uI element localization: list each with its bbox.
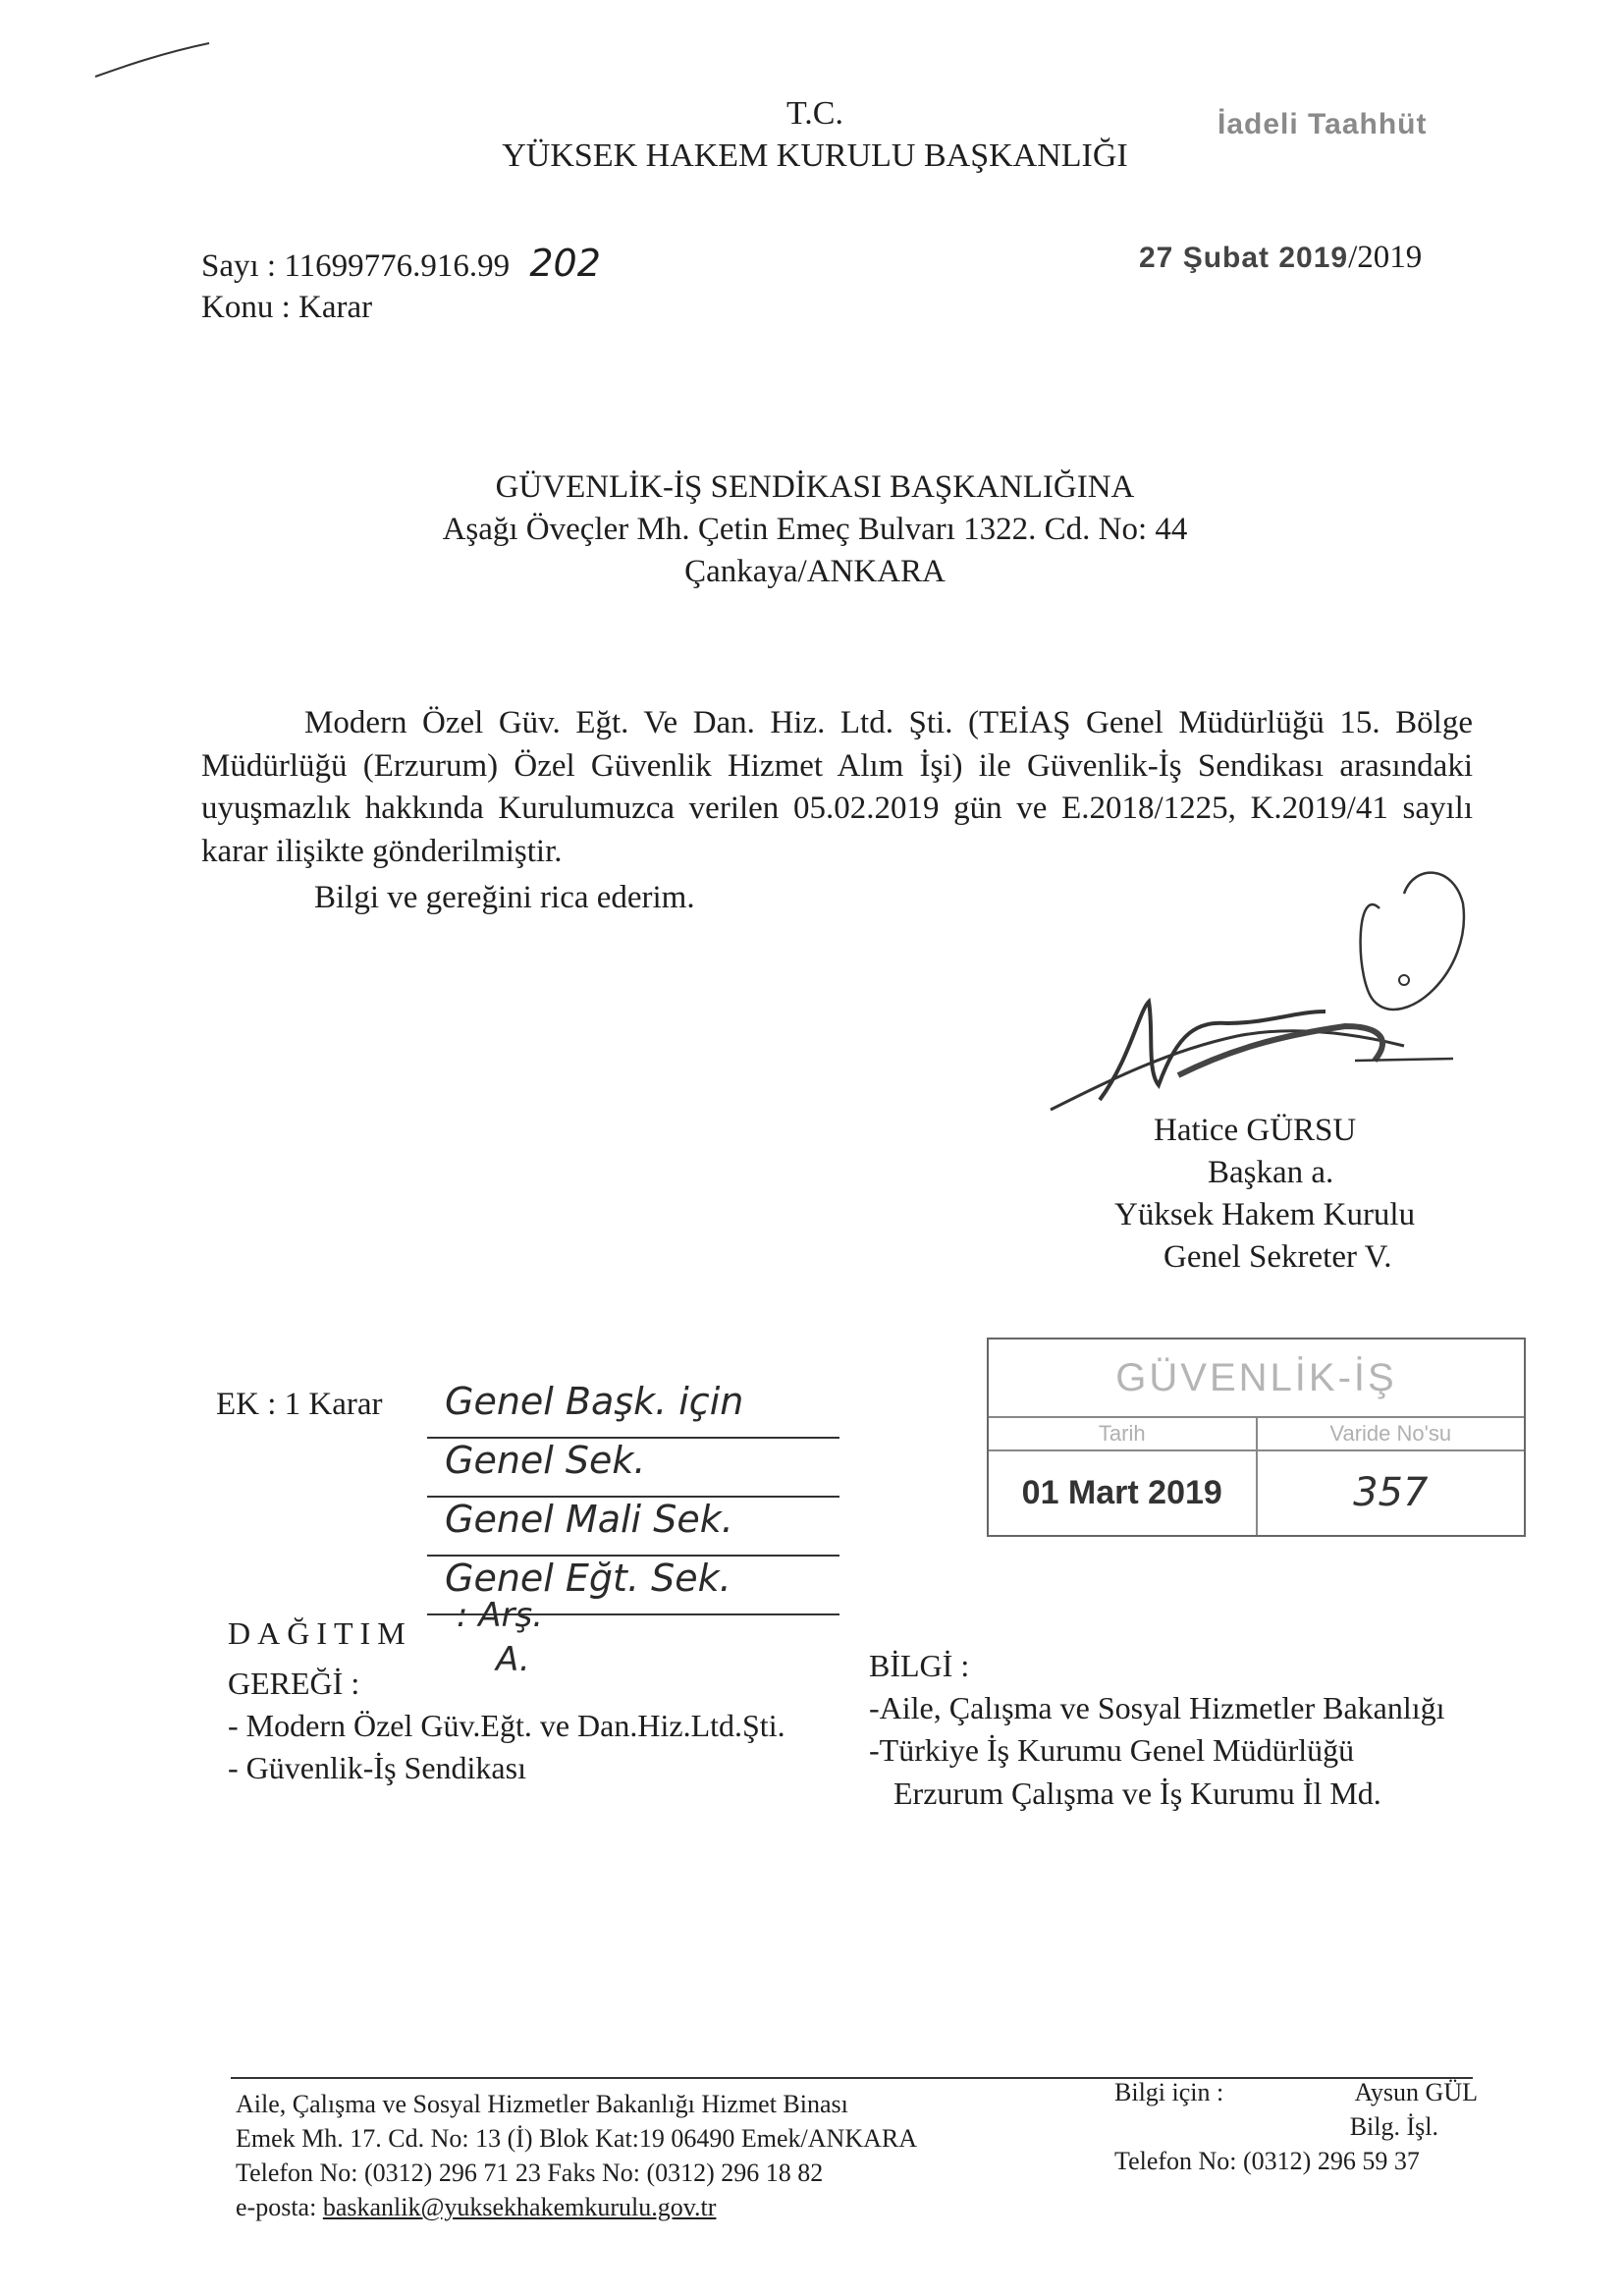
footer-address1: Aile, Çalışma ve Sosyal Hizmetler Bakanlığı Hizmet Binası (236, 2090, 848, 2118)
recipient-name: GÜVENLİK-İŞ SENDİKASI BAŞKANLIĞINA (495, 469, 1135, 505)
footer-info-row (1114, 2075, 1478, 2109)
geregi-block (228, 1655, 785, 1790)
attachment-handwritten-notes (427, 1380, 839, 1615)
stamp-title: GÜVENLİK-İŞ (989, 1339, 1524, 1418)
konu-line (201, 288, 601, 328)
signer-name: Hatice GÜRSU (1154, 1113, 1357, 1148)
handwritten-signature (1031, 864, 1483, 1129)
footer-info-title: Bilg. İşl. (1349, 2112, 1438, 2142)
stamp-number-column (1256, 1418, 1525, 1535)
bilgi-block (869, 1645, 1445, 1815)
distribution-handwritten-initial: A. (496, 1640, 530, 1679)
body-paragraph: Modern Özel Güv. Eğt. Ve Dan. Hiz. Ltd. Şti. (TEİAŞ Genel Müdürlüğü 15. Bölge Müdürlüğü (Erzurum) Özel Güvenlik Hizmet Alım İşi) ile Güvenlik-İş Sendikası arasındaki uyuşmazlık hakkında Kurulumuzca verilen 05.02.2019 gün ve E.2018/1225, K.2019/41 sayılı karar ilişikte gönderilmiştir. (201, 705, 1473, 869)
footer-phone-fax: Telefon No: (0312) 296 71 23 Faks No: (0312) 296 18 82 (236, 2159, 824, 2188)
recipient-address-line2: Çankaya/ANKARA (684, 553, 946, 589)
signer-block (1114, 1110, 1415, 1279)
stamp-date-value: 01 Mart 2019 (1021, 1474, 1222, 1511)
sayi-handwritten-number: 202 (529, 242, 601, 285)
footer-info-label: Bilgi için : (1114, 2078, 1224, 2106)
stamp-date-header: Tarih (989, 1418, 1256, 1451)
recipient-block (373, 466, 1257, 593)
reference-block (201, 241, 601, 328)
distribution-handwritten-note: : Arş. (457, 1596, 544, 1635)
signer-title3: Genel Sekreter V. (1163, 1238, 1392, 1275)
bilgi-label: BİLGİ : (869, 1648, 970, 1683)
geregi-label: GEREĞİ : (228, 1666, 360, 1701)
attachment-label: EK : 1 Karar (216, 1387, 383, 1422)
registered-mail-stamp: İadeli Taahhüt (1217, 108, 1428, 140)
bilgi-item: -Türkiye İş Kurumu Genel Müdürlüğü (869, 1732, 1355, 1769)
document-date (1139, 240, 1422, 276)
institution-heading: YÜKSEK HAKEM KURULU BAŞKANLIĞI (502, 137, 1128, 174)
konu-value: : Karar (281, 289, 373, 325)
stamp-number-header: Varide No'su (1258, 1418, 1525, 1451)
footer-info-phone: Telefon No: (0312) 296 59 37 (1114, 2147, 1420, 2176)
closing-line: Bilgi ve gereğini rica ederim. (314, 880, 695, 916)
footer-email-link[interactable]: baskanlik@yuksekhakemkurulu.gov.tr (322, 2193, 717, 2222)
bilgi-item: Erzurum Çalışma ve İş Kurumu İl Md. (893, 1775, 1381, 1811)
konu-label: Konu (201, 289, 274, 325)
handwritten-note: Genel Sek. (427, 1439, 839, 1498)
recipient-address-line1: Aşağı Öveçler Mh. Çetin Emeç Bulvarı 1322. Cd. No: 44 (442, 511, 1188, 547)
pen-stroke-mark (93, 39, 211, 83)
date-suffix: /2019 (1348, 240, 1423, 275)
handwritten-note: Genel Eğt. Sek. (427, 1557, 839, 1615)
geregi-item: - Modern Özel Güv.Eğt. ve Dan.Hiz.Ltd.Şti. (228, 1708, 785, 1744)
handwritten-note: Genel Başk. için (427, 1380, 839, 1439)
receipt-stamp (987, 1338, 1526, 1537)
letterhead (471, 93, 1159, 177)
country-heading: T.C. (786, 95, 843, 132)
stamp-date-column (989, 1418, 1256, 1535)
footer-info-contact (1114, 2075, 1478, 2178)
stamp-number-value: 357 (1353, 1470, 1429, 1515)
sayi-value: : 11699776.916.99 (266, 248, 511, 284)
footer-email-line (236, 2190, 917, 2224)
bilgi-item: -Aile, Çalışma ve Sosyal Hizmetler Bakanlığı (869, 1690, 1445, 1726)
footer-info-name: Aysun GÜL (1354, 2078, 1478, 2106)
footer-email-label: e-posta: (236, 2193, 317, 2222)
sayi-label: Sayı (201, 248, 259, 284)
signer-title1: Başkan a. (1208, 1154, 1334, 1190)
handwritten-note: Genel Mali Sek. (427, 1498, 839, 1557)
footer-contact (236, 2087, 917, 2224)
stamp-number-cell (1258, 1451, 1525, 1535)
stamp-grid (989, 1418, 1524, 1535)
sayi-line (201, 241, 601, 288)
signer-title2: Yüksek Hakem Kurulu (1114, 1196, 1416, 1232)
date-stamp: 27 Şubat 2019 (1139, 242, 1349, 274)
distribution-label: DAĞITIM (228, 1615, 412, 1651)
geregi-item: - Güvenlik-İş Sendikası (228, 1750, 526, 1786)
footer-address2: Emek Mh. 17. Cd. No: 13 (İ) Blok Kat:19 06490 Emek/ANKARA (236, 2124, 918, 2154)
